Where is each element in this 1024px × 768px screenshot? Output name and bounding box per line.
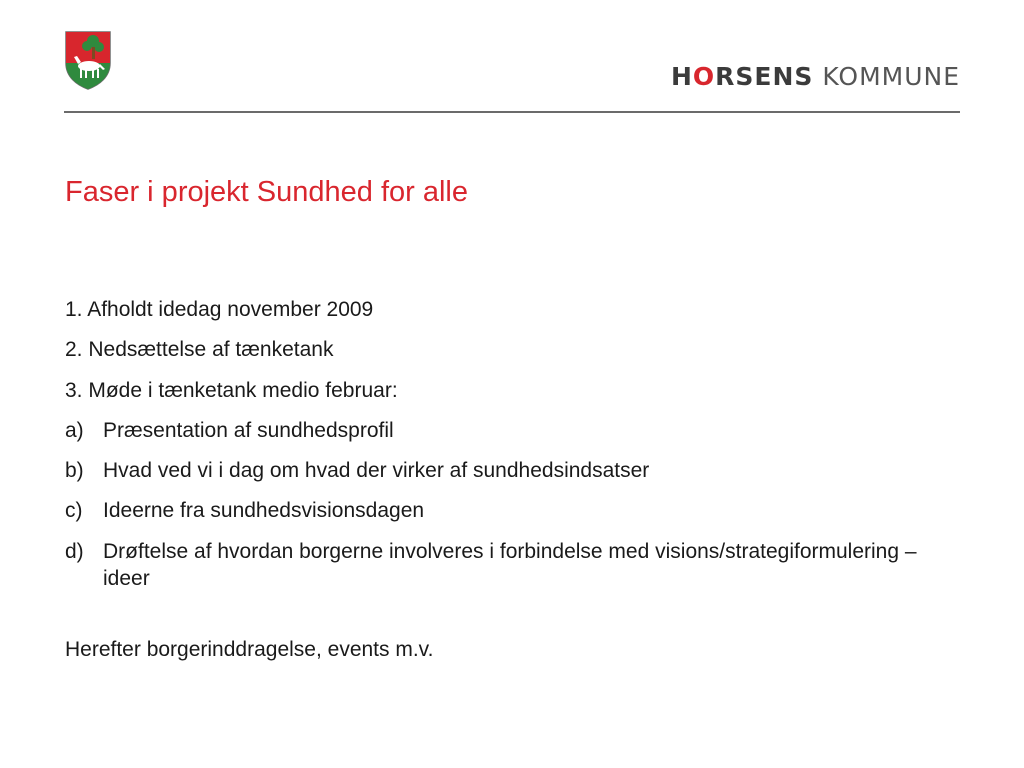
sub-item-text: Ideerne fra sundhedsvisionsdagen — [103, 499, 425, 523]
sub-item-marker: a) — [65, 418, 84, 442]
numbered-item-3: 3. Møde i tænketank medio februar: — [65, 378, 398, 402]
slide-body — [65, 296, 945, 664]
horsens-kommune-logo — [671, 62, 960, 91]
closing-line: Herefter borgerinddragelse, events m.v. — [65, 638, 434, 662]
sub-item-marker: c) — [65, 499, 83, 523]
brand-part1: H — [670, 62, 693, 91]
sub-item-text: Præsentation af sundhedsprofil — [103, 418, 394, 442]
numbered-item-1: 1. Afholdt idedag november 2009 — [65, 298, 374, 321]
header-divider — [64, 111, 960, 113]
sub-item-a — [65, 417, 945, 444]
sub-item-text: Drøftelse af hvordan borgerne involveres i forbindelse med visions/strategiformulering – ideer — [103, 539, 917, 591]
sub-item-b — [65, 457, 945, 484]
sub-item-d — [65, 538, 945, 593]
brand-part2: RSENS — [715, 62, 814, 91]
sub-item-marker: d) — [65, 539, 84, 563]
sub-item-c — [65, 497, 945, 524]
brand-part3: KOMMUNE — [822, 62, 960, 91]
coat-of-arms-icon — [63, 29, 113, 91]
numbered-item-2: 2. Nedsættelse af tænketank — [65, 338, 334, 362]
slide-title: Faser i projekt Sundhed for alle — [65, 176, 468, 208]
brand-o: O — [692, 62, 716, 91]
sub-item-text: Hvad ved vi i dag om hvad der virker af sundhedsindsatser — [103, 459, 650, 483]
sub-item-marker: b) — [65, 459, 84, 483]
